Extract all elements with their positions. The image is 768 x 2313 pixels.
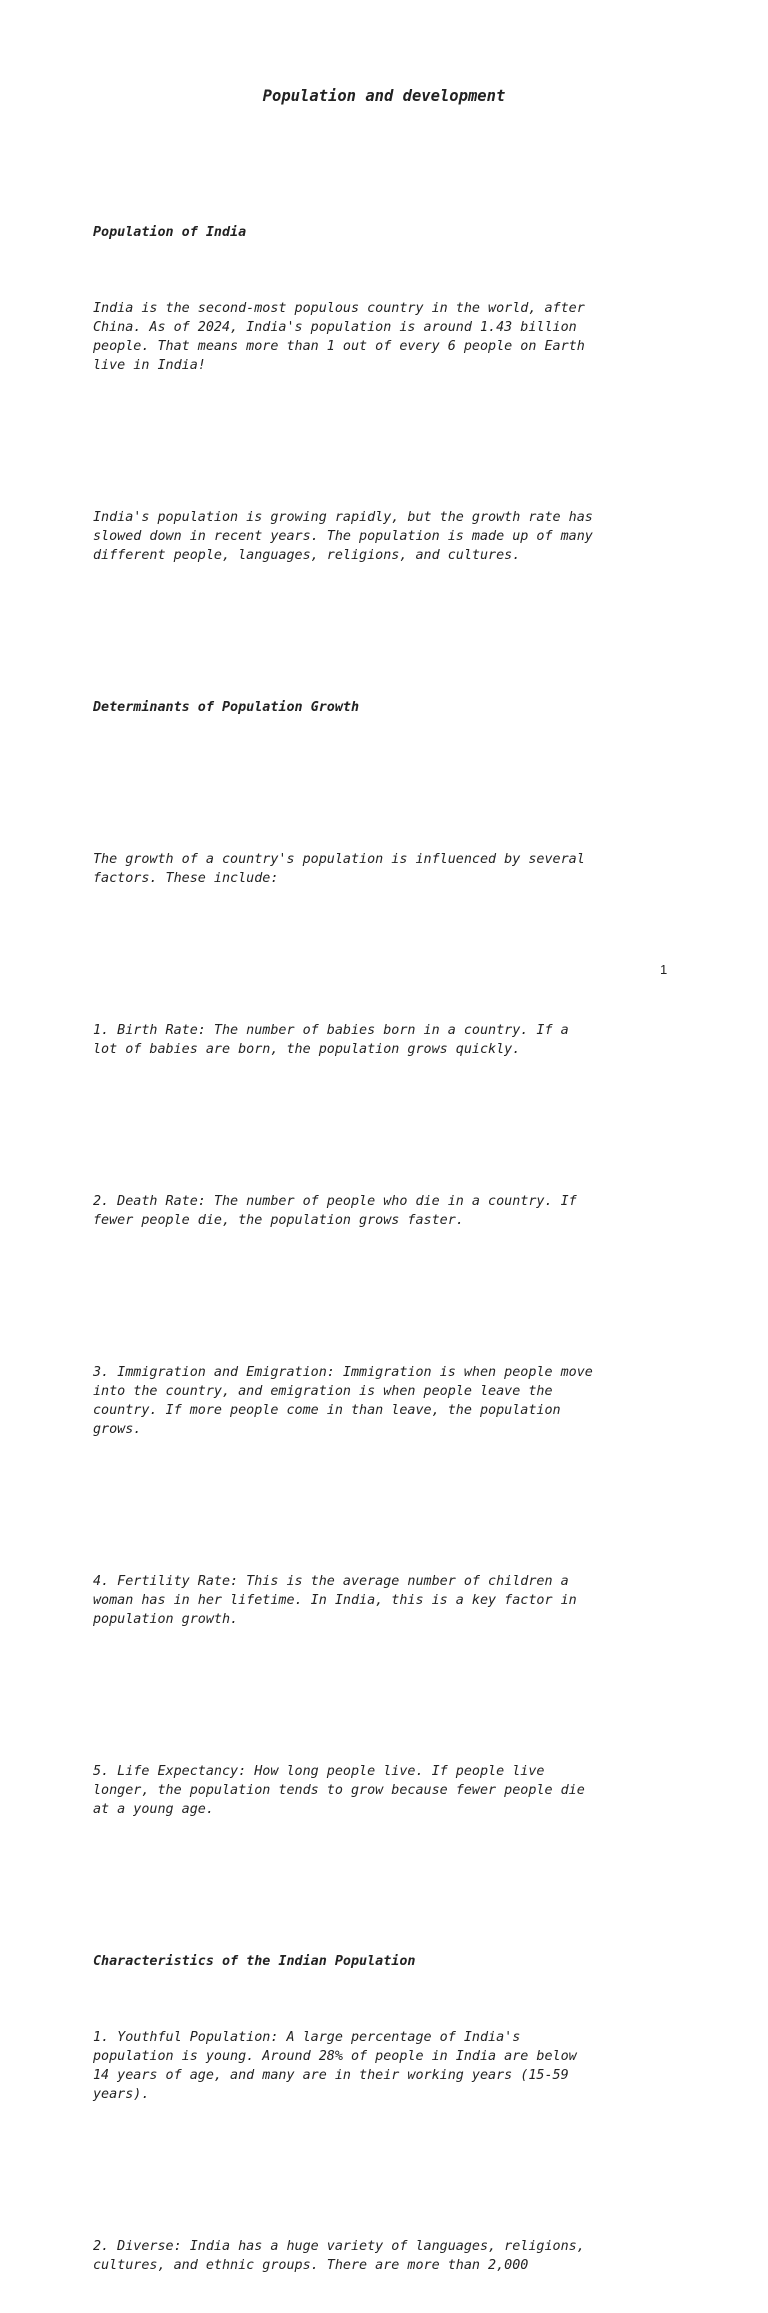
determinant-item-migration: 3. Immigration and Emigration: Immigration is when people move into the country, and emigration is when people leave the country. If more people come in than leave, the population grows.: [93, 1365, 593, 1437]
paragraph-spacer: [93, 1116, 683, 1135]
section-spacer: [93, 1876, 683, 1895]
characteristic-item-diverse: 2. Diverse: India has a huge variety of languages, religions, cultures, and ethnic groups. There are more than 2,000: [93, 2239, 585, 2273]
paragraph-spacer: [93, 945, 683, 964]
determinants-intro: The growth of a country's population is influenced by several factors. These include:: [93, 852, 585, 886]
characteristic-item-youthful-population: 1. Youthful Population: A large percentage of India's population is young. Around 28% of people in India are below 14 years of age, and many are in their working years (15-59 years).: [93, 2030, 577, 2102]
population-of-india-paragraph-1: India is the second-most populous country in the world, after China. As of 2024, India's population is around 1.43 billion people. That means more than 1 out of every 6 people on Earth live in India!: [93, 301, 585, 373]
paragraph-spacer: [93, 432, 683, 451]
document-body: [93, 84, 683, 2313]
determinant-item-fertility-rate: 4. Fertility Rate: This is the average number of children a woman has in her lifetime. In India, this is a key factor in population growth.: [93, 1574, 577, 1627]
page-number: 1: [660, 962, 668, 977]
paragraph-spacer: [93, 1686, 683, 1705]
section-heading-population-of-india: Population of India: [93, 225, 247, 240]
document-title: Population and development: [262, 87, 506, 105]
section-heading-determinants: Determinants of Population Growth: [93, 700, 360, 715]
section-heading-characteristics: Characteristics of the Indian Population: [93, 1954, 416, 1969]
paragraph-spacer: [93, 1287, 683, 1306]
determinant-item-life-expectancy: 5. Life Expectancy: How long people live. If people live longer, the population tends to grow because fewer people die at a young age.: [93, 1764, 585, 1817]
paragraph-spacer: [93, 2161, 683, 2180]
paragraph-spacer: [93, 1496, 683, 1515]
population-of-india-paragraph-2: India's population is growing rapidly, but the growth rate has slowed down in recent years. The population is made up of many different people, languages, religions, and cultures.: [93, 510, 593, 563]
heading-spacer: [93, 774, 683, 793]
section-spacer: [93, 622, 683, 641]
determinant-item-birth-rate: 1. Birth Rate: The number of babies born in a country. If a lot of babies are born, the population grows quickly.: [93, 1023, 569, 1057]
determinant-item-death-rate: 2. Death Rate: The number of people who die in a country. If fewer people die, the population grows faster.: [93, 1194, 577, 1228]
title-spacer: [93, 122, 683, 166]
